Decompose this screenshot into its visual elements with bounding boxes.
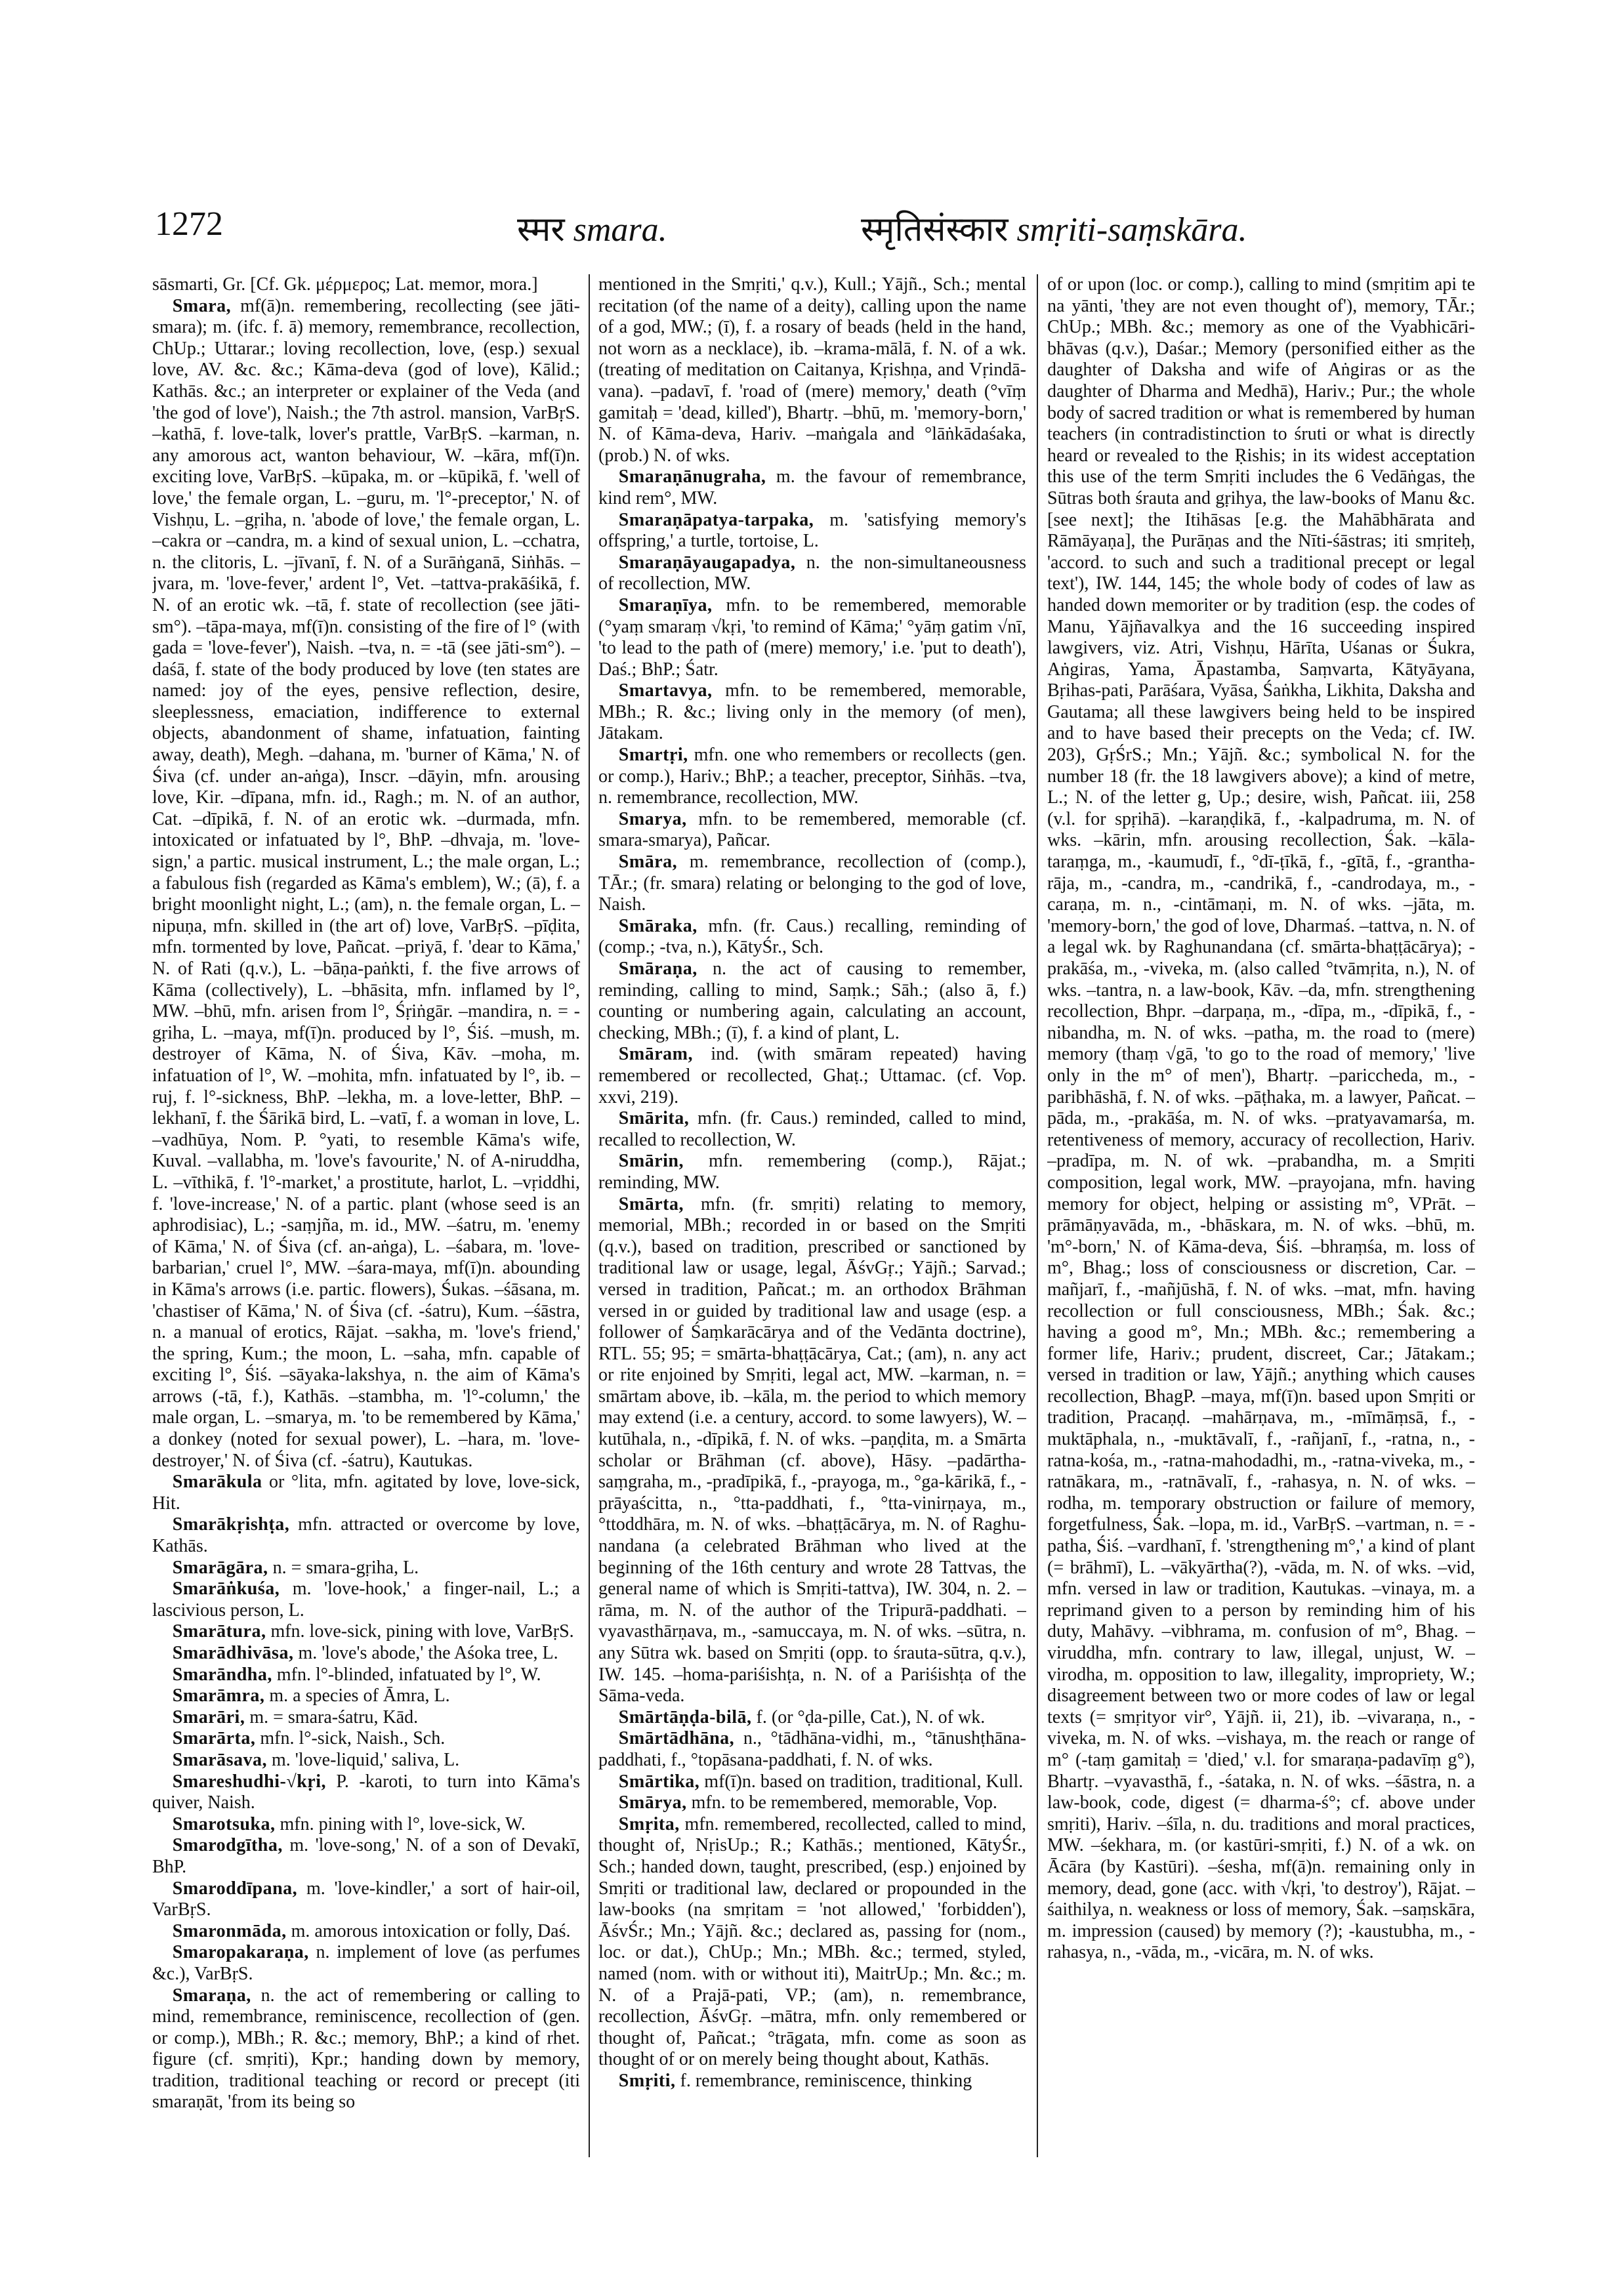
entry-headword: Smartṛi, [618, 745, 688, 766]
column-divider [589, 274, 590, 2157]
entry-definition: m. 'love-kindler,' a sort of hair-oil, VarBṛS. [152, 1878, 580, 1920]
dictionary-entry [152, 296, 580, 1472]
entry-headword: Smarya, [618, 808, 687, 829]
column-1 [152, 274, 580, 2164]
entry-headword: Smārtika, [618, 1771, 700, 1792]
dictionary-entry [598, 1771, 1026, 1793]
left-guide-devanagari: स्मर [517, 211, 565, 249]
dictionary-entry [598, 1151, 1026, 1193]
entry-definition: mfn. (fr. Caus.) reminded, called to mind, recalled to recollection, W. [598, 1108, 1026, 1150]
left-guide-transliteration: smara. [573, 211, 667, 249]
entry-definition: m. = smara-śatru, Kād. [245, 1706, 419, 1727]
entry-definition: m. 'love-hook,' a finger-nail, L.; a lascivious person, L. [152, 1579, 580, 1621]
dictionary-entry [598, 745, 1026, 809]
entry-headword: Smṛiti, [618, 2070, 676, 2091]
dictionary-entry [598, 274, 1026, 466]
entry-headword: Smarāṅkuśa, [172, 1579, 280, 1600]
entry-definition: n. = smara-gṛiha, L. [268, 1557, 419, 1578]
entry-headword: Smārin, [618, 1151, 684, 1172]
entry-definition: m. 'love-song,' N. of a son of Devakī, BhP. [152, 1835, 580, 1877]
entry-definition: n. implement of love (as perfumes &c.), VarBṛS. [152, 1942, 580, 1984]
dictionary-entry [152, 1707, 580, 1729]
entry-definition: P. -karoti, to turn into Kāma's quiver, Naish. [152, 1771, 580, 1813]
entry-definition: or °lita, mfn. agitated by love, love-sick, Hit. [152, 1472, 580, 1514]
dictionary-entry [598, 466, 1026, 509]
dictionary-entry [598, 1728, 1026, 1771]
entry-definition: n. the act of remembering or calling to mind, remembrance, reminiscence, recollection of (gen. or comp.), MBh.; R. &c.; memory, BhP.; a kind of rhet. figure (cf. smṛiti), Kpr.; handing down by memory, tradition, traditional teaching or record or precept (iti smaraṇāt, 'from its being so [152, 1985, 580, 2113]
right-guide-word [861, 205, 1247, 251]
entry-definition: f. (or °ḍa-pille, Cat.), N. of wk. [751, 1706, 986, 1727]
dictionary-entry [598, 959, 1026, 1044]
entry-definition: mfn. to be remembered, memorable (cf. smara-smarya), Pañcar. [598, 808, 1026, 851]
entry-headword: Smarākula [172, 1472, 262, 1493]
dictionary-entry [152, 1558, 580, 1579]
dictionary-entry [598, 1814, 1026, 2071]
entry-headword: Smārtāṇḍa-bilā, [618, 1706, 752, 1727]
right-guide-devanagari: स्मृतिसंस्कार [861, 211, 1009, 249]
entry-definition: mentioned in the Smṛiti,' q.v.), Kull.; Yājñ., Sch.; mental recitation (of the name of a deity), calling upon the name of a god, MW.; (ī), f. a rosary of beads (held in the hand, not worn as a necklace), ib. –krama-mālā, f. N. of a wk. (treating of meditation on Caitanya, Kṛishṇa, and Vṛindā-vana). –padavī, f. 'road of (mere) memory,' death (°vīṃ gamitaḥ = 'dead, killed'), Bhartṛ. –bhū, m. 'memory-born,' N. of Kāma-deva, Hariv. –maṅgala and °lāṅkādaśaka, (prob.) N. of wks. [598, 274, 1026, 466]
dictionary-entry [598, 1194, 1026, 1707]
entry-headword: Smaraṇāpatya-tarpaka, [618, 509, 814, 530]
dictionary-entry [152, 1814, 580, 1836]
entry-definition: mfn. l°-sick, Naish., Sch. [255, 1728, 446, 1749]
entry-headword: Smartavya, [618, 680, 713, 701]
dictionary-entry [152, 1750, 580, 1771]
entry-definition: mfn. to be remembered, memorable, Vop. [686, 1792, 997, 1813]
dictionary-entry [152, 1621, 580, 1643]
entry-headword: Smaropakaraṇa, [172, 1942, 309, 1963]
entry-headword: Smarotsuka, [172, 1813, 276, 1834]
dictionary-entry [152, 274, 580, 296]
entry-definition: m. 'love's abode,' the Aśoka tree, L. [293, 1643, 558, 1663]
entry-definition: n. the act of causing to remember, reminding, calling to mind, Saṃk.; Sāh.; (also ā, f.) counting or numbering again, calculating an account, checking, MBh.; (ī), f. a kind of plant, L. [598, 959, 1026, 1043]
dictionary-entry [598, 916, 1026, 959]
dictionary-entry [152, 1685, 580, 1707]
entry-headword: Smārya, [618, 1792, 687, 1813]
entry-headword: Smarādhivāsa, [172, 1643, 294, 1663]
entry-headword: Smṛita, [618, 1813, 680, 1834]
dictionary-entry [152, 1472, 580, 1514]
entry-headword: Smāra, [618, 852, 678, 873]
entry-definition: mf(ī)n. based on tradition, traditional, Kull. [699, 1771, 1024, 1792]
entry-headword: Smaronmāda, [172, 1920, 287, 1941]
dictionary-entry [598, 1707, 1026, 1729]
entry-definition: n., °tādhāna-vidhi, m., °tānushṭhāna-paddhati, f., °topāsana-paddhati, f. N. of wks. [598, 1728, 1026, 1770]
entry-headword: Smarodgītha, [172, 1835, 283, 1856]
entry-definition: mfn. (fr. smṛiti) relating to memory, memorial, MBh.; recorded in or based on the Smṛiti (q.v.), based on tradition, prescribed or sanctioned by traditional law or usage, legal, ĀśvGṛ.; Yājñ.; Sarvad.; versed in tradition, Pañcat.; m. an orthodox Brāhman versed in or guided by traditional law and usage (esp. a follower of Śaṃkarācārya and of the Vedānta doctrine), RTL. 55; 95; = smārta-bhaṭṭācārya, Cat.; (am), n. any act or rite enjoined by Smṛiti, legal act, MW. –karman, n. = smārtam above, ib. –kāla, m. the period to which memory may extend (i.e. a century, accord. to some lawyers), W. –kutūhala, n., -dīpikā, f. N. of wks. –paṇḍita, m. a Smārta scholar or Brāhman (cf. above), Hāsy. –padārtha-saṃgraha, m., -pradīpikā, f., -prayoga, m., °ga-kārikā, f., -prāyaścitta, n., °tta-paddhati, f., °tta-vinirṇaya, m., °ttoddhāra, m. N. of wks. –bhaṭṭācārya, m. N. of Raghu-nandana (a celebrated Brāhman who lived at the beginning of the 16th century and wrote 28 Tattvas, the general name of which is Smṛiti-tattva), IW. 304, n. 2. –rāma, m. N. of the author of the Tripurā-paddhati. –vyavasthārṇava, m., -samuccaya, m. N. of wks. –sūtra, n. any Sūtra wk. based on Smṛiti (opp. to śrauta-sūtra, q.v.), IW. 145. –homa-pariśishṭa, n. N. of a Pariśishṭa of the Sāma-veda. [598, 1193, 1026, 1706]
entry-definition: mfn. to be remembered, memorable (°yaṃ smaraṃ √kṛi, 'to remind of Kāma;' °yāṃ gatim √nī, 'to lead to the path of (mere) memory,' i.e. 'put to death'), Daś.; BhP.; Śatr. [598, 594, 1026, 680]
entry-definition: mfn. l°-blinded, infatuated by l°, W. [272, 1664, 541, 1685]
entry-definition: m. remembrance, recollection of (comp.), TĀr.; (fr. smara) relating or belonging to the god of love, Naish. [598, 852, 1026, 915]
entry-headword: Smaraṇānugraha, [618, 466, 766, 487]
dictionary-entry [598, 1108, 1026, 1151]
dictionary-entry [152, 1771, 580, 1814]
dictionary-entry [152, 1985, 580, 2114]
entry-definition: ind. (with smāram repeated) having remembered or recollected, Ghaṭ.; Uttamac. (cf. Vop. xxvi, 219). [598, 1044, 1026, 1107]
entry-definition: m. 'satisfying memory's offspring,' a turtle, tortoise, L. [598, 509, 1026, 552]
entry-headword: Smarāgāra, [172, 1557, 268, 1578]
entry-headword: Smārtādhāna, [618, 1728, 735, 1749]
entry-headword: Smarātura, [172, 1621, 266, 1642]
dictionary-entry [598, 1792, 1026, 1814]
dictionary-entry [152, 1942, 580, 1985]
left-guide-word [517, 205, 667, 251]
entry-headword: Smaraṇāyaugapadya, [618, 552, 796, 573]
dictionary-entry [598, 680, 1026, 745]
entry-definition: mf(ā)n. remembering, recollecting (see jāti-smara); m. (ifc. f. ā) memory, remembrance, recollection, ChUp.; Uttarar.; loving recollection, love, (esp.) sexual love, AV. &c. &c.; Kāma-deva (god of love), Kālid.; Kathās. &c.; an interpreter or explainer of the Veda (and 'the god of love'), Naish.; the 7th astrol. mansion, VarBṛS. –kathā, f. love-talk, lover's prattle, VarBṛS. –karman, n. any amorous act, wanton behaviour, W. –kāra, mf(ī)n. exciting love, VarBṛS. –kūpaka, m. or –kūpikā, f. 'well of love,' the female organ, L. –guru, m. 'l°-preceptor,' N. of Vishṇu, L. –gṛiha, n. 'abode of love,' the female organ, L. –cakra or –candra, m. a kind of sexual union, L. –cchatra, n. the clitoris, L. –jīvanī, f. N. of a Surāṅganā, Siṅhās. –jvara, m. 'love-fever,' ardent l°, Vet. –tattva-prakāśikā, f. N. of an erotic wk. –tā, f. state of recollection (see jāti-sm°). –tāpa-maya, mf(ī)n. consisting of the fire of l° (with gada = 'love-fever'), Naish. –tva, n. = -tā (see jāti-sm°). –daśā, f. state of the body produced by love (ten states are named: joy of the eyes, pensive reflection, desire, sleeplessness, emaciation, indifference to external objects, abandonment of shame, infatuation, fainting away, death), Megh. –dahana, m. 'burner of Kāma,' N. of Śiva (cf. under an-aṅga), Inscr. –dāyin, mfn. arousing love, Kir. –dīpana, mfn. id., Ragh.; m. N. of an author, Cat. –dīpikā, f. N. of an erotic wk. –durmada, mfn. intoxicated or infatuated by l°, BhP. –dhvaja, m. 'love-sign,' a partic. musical instrument, L.; the male organ, L.; a fabulous fish (regarded as Kāma's emblem), W.; (ā), f. a bright moonlight night, L.; (am), n. the female organ, L. –nipuṇa, mfn. skilled in (the art of) love, VarBṛS. –pīḍita, mfn. tormented by love, Pañcat. –priyā, f. 'dear to Kāma,' N. of Rati (q.v.), L. –bāṇa-paṅkti, f. the five arrows of Kāma (collectively), L. –bhāsita, mfn. inflamed by l°, MW. –bhū, mfn. arisen from l°, Śṛiṅgār. –mandira, n. = -gṛiha, L. –maya, mf(ī)n. produced by l°, Śiś. –mush, m. destroyer of Kāma, N. of Śiva, Kāv. –moha, m. infatuation of l°, W. –mohita, mfn. infatuated by l°, ib. –ruj, f. l°-sickness, BhP. –lekha, m. a love-letter, BhP. –lekhanī, f. the Śārikā bird, L. –vatī, f. a woman in love, L. –vadhūya, Nom. P. °yati, to resemble Kāma's wife, Kuval. –vallabha, m. 'love's favourite,' N. of A-niruddha, L. –vīthikā, f. 'l°-market,' a prostitute, harlot, L. –vṛiddhi, f. 'love-increase,' N. of a partic. plant (whose seed is an aphrodisiac), L.; -saṃjña, m. id., MW. –śatru, m. 'enemy of Kāma,' N. of Śiva (cf. an-aṅga), L. –śabara, m. 'love-barbarian,' cruel l°, MW. –śara-maya, mf(ī)n. abounding in Kāma's arrows (i.e. partic. flowers), Śukas. –śāsana, m. 'chastiser of Kāma,' N. of Śiva (cf. -śatru), Kum. –śāstra, n. a manual of erotics, Rājat. –sakha, m. 'love's friend,' the spring, Kum.; the moon, L. –saha, mfn. capable of exciting l°, Śiś. –sāyaka-lakshya, n. the aim of Kāma's arrows (-tā, f.), Kathās. –stambha, m. 'l°-column,' the male organ, L. –smarya, m. 'to be remembered by Kāma,' a donkey (noted for sexual power), L. –hara, m. 'love-destroyer,' N. of Śiva (cf. -śatru), Kautukas. [152, 295, 580, 1471]
entry-definition: mfn. attracted or overcome by love, Kathās. [152, 1514, 580, 1557]
dictionary-entry [152, 1728, 580, 1750]
entry-headword: Smarārta, [172, 1728, 256, 1749]
dictionary-entry [598, 852, 1026, 916]
dictionary-entry [152, 1664, 580, 1686]
column-divider [1037, 274, 1038, 2157]
entry-headword: Smarāndha, [172, 1664, 272, 1685]
dictionary-entry [152, 1921, 580, 1943]
entry-headword: Smāraṇa, [618, 959, 697, 979]
dictionary-entry [598, 2071, 1026, 2092]
entry-headword: Smarākṛishṭa, [172, 1514, 290, 1535]
dictionary-entry [598, 1044, 1026, 1108]
dictionary-entry [152, 1643, 580, 1664]
entry-definition: mfn. to be remembered, memorable, MBh.; R. &c.; living only in the memory (of men), Jātakam. [598, 680, 1026, 744]
entry-definition: mfn. remembered, recollected, called to mind, thought of, NṛisUp.; R.; Kathās.; mentioned, KātyŚr., Sch.; handed down, taught, prescribed, (esp.) enjoined by Smṛiti or traditional law, declared or propounded in the law-books (na smṛitam = 'not allowed,' 'forbidden'), ĀśvŚr.; Mn.; Yājñ. &c.; declared as, passing for (nom., loc. or dat.), ChUp.; Mn.; MBh. &c.; termed, styled, named (nom. with or without iti), MaitrUp.; Mn. &c.; m. N. of a Prajā-pati, VP.; (am), n. remembrance, recollection, ĀśvGṛ. –mātra, mfn. only remembered or thought of, Pañcat.; °trāgata, mfn. come as soon as thought of or on merely being thought about, Kathās. [598, 1813, 1026, 2070]
dictionary-entry [598, 510, 1026, 552]
entry-headword: Smarāri, [172, 1706, 245, 1727]
entry-headword: Smāram, [618, 1044, 693, 1065]
entry-definition: mfn. remembering (comp.), Rājat.; reminding, MW. [598, 1151, 1026, 1193]
entry-headword: Smaraṇa, [172, 1985, 251, 2006]
entry-headword: Smārita, [618, 1108, 690, 1129]
entry-headword: Smareshudhi-√kṛi, [172, 1771, 326, 1792]
entry-headword: Smāraka, [618, 915, 697, 936]
entry-definition: m. 'love-liquid,' saliva, L. [267, 1749, 460, 1770]
entry-definition: sāsmarti, Gr. [Cf. Gk. μέρμερος; Lat. memor, mora.] [152, 274, 538, 295]
dictionary-entry [598, 809, 1026, 852]
entry-definition: of or upon (loc. or comp.), calling to mind (smṛitim api te na yānti, 'they are not even thought of'), memory, TĀr.; ChUp.; MBh. &c.; memory as one of the Vyabhicāri-bhāvas (q.v.), Daśar.; Memory (personified either as the daughter of Daksha and wife of Aṅgiras or as the daughter of Dharma and Medhā), Hariv.; Pur.; the whole body of sacred tradition or what is remembered by human teachers (in contradistinction to śruti or what is directly heard or revealed to the Ṛishis; in its widest acceptation this use of the term Smṛiti includes the 6 Vedāṅgas, the Sūtras both śrauta and gṛihya, the law-books of Manu &c. [see next]; the Itihāsas [e.g. the Mahābhārata and Rāmāyaṇa], the Purāṇas and the Nīti-śāstras; iti smṛiteḥ, 'accord. to such and such a traditional precept or legal text'), IW. 144, 145; the whole body of codes of law as handed down memoriter or by tradition (esp. the codes of Manu, Yājñavalkya and the 16 succeeding inspired lawgivers, viz. Atri, Vishṇu, Hārīta, Uśanas or Śukra, Aṅgiras, Yama, Āpastamba, Saṃvarta, Kātyāyana, Bṛihas-pati, Parāśara, Vyāsa, Śaṅkha, Likhita, Daksha and Gautama; all these lawgivers being held to be inspired and to have based their precepts on the Veda; cf. IW. 203), GṛŚrS.; Mn.; Yājñ. &c.; symbolical N. for the number 18 (fr. the 18 lawgivers above); a kind of metre, L.; N. of the letter g, Up.; desire, wish, Pañcat. iii, 258 (v.l. for spṛihā). –karaṇḍikā, f., -kalpadruma, m. N. of wks. –kārin, mfn. arousing recollection, Śak. –kāla-taraṃga, m., -kaumudī, f., °dī-ṭīkā, f., -gītā, f., -grantha-rāja, m., -candra, m., -candrikā, f., -candrodaya, m., -caraṇa, m. n., -cintāmaṇi, m. N. of wks. –jāta, m. 'memory-born,' the god of love, Dharmaś. –tattva, n. N. of a legal wk. by Raghunandana (cf. smārta-bhaṭṭācārya); -prakāśa, m., -viveka, m. (also called °tvāmṛita, n.), N. of wks. –tantra, n. a law-book, Kāv. –da, mfn. strengthening recollection, Bhpr. –darpaṇa, m., -dīpa, m., -dīpikā, f., -nibandha, m. N. of wks. –patha, m. the road to (mere) memory (thaṃ √gā, 'to go to the road of memory,' 'live only in the m° of men'), Bhartṛ. –pariccheda, m., -paribhāshā, f. N. of wks. –pāṭhaka, m. a lawyer, Pañcat. –pāda, m., -prakāśa, m. N. of wks. –pratyavamarśa, m. retentiveness of memory, accuracy of recollection, Hariv. –pradīpa, m. N. of wk. –prabandha, m. a Smṛiti composition, legal work, MW. –prayojana, mfn. having memory for object, helping or assisting m°, VPrāt. –prāmāṇyavāda, m., -bhāskara, m. N. of wks. –bhū, m. 'm°-born,' N. of Kāma-deva, Śiś. –bhraṃśa, m. loss of m°, Bhag.; loss of consciousness or discretion, Car. –mañjarī, f., -mañjūshā, f. N. of wks. –mat, mfn. having recollection or full consciousness, MBh.; Śak. &c.; having a good m°, Mn.; MBh. &c.; remembering a former life, Hariv.; prudent, discreet, Car.; Jātakam.; versed in tradition or law, Yājñ.; anything which causes recollection, BhagP. –maya, mf(ī)n. based upon Smṛiti or tradition, Pracaṇḍ. –mahārṇava, m., -mīmāṃsā, f., -muktāphala, n., -muktāvalī, f., -rañjanī, f., -ratna, n., -ratna-kośa, m., -ratna-mahodadhi, m., -ratna-viveka, m., -ratnākara, m., -ratnāvalī, f., -rahasya, n. N. of wks. –rodha, m. temporary obstruction or failure of memory, forgetfulness, Śak. –lopa, m. id., VarBṛS. –vartman, n. = -patha, Śiś. –vardhanī, f. 'strengthening m°,' a kind of plant (= brāhmī), L. –vākyārtha(?), -vāda, m. N. of wks. –vid, mfn. versed in law or tradition, Kautukas. –vinaya, m. a reprimand given to a person by reminding him of his duty, Mahāvy. –vibhrama, m. confusion of m°, Bhag. –viruddha, mfn. contrary to law, illegal, unjust, W. –virodha, m. opposition to law, illegality, impropriety, W.; disagreement between two or more codes of law or legal texts (= smṛityor vir°, Yājñ. ii, 21), ib. –vivaraṇa, n., -viveka, m. N. of wks. –vishaya, m. the reach or range of m° (-taṃ gamitaḥ = 'died,' v.l. for smaraṇa-padavīṃ g°), Bhartṛ. –vyavasthā, f., -śataka, n. N. of wks. –śāstra, n. a law-book, code, digest (= dharma-ś°; cf. above under smṛiti), Hariv. –śīla, n. du. traditions and moral practices, MW. –śekhara, m. (or kastūri-smṛiti, f.) N. of a wk. on Ācāra (by Kastūri). –śesha, mf(ā)n. remaining only in memory, dead, gone (acc. with √kṛi, 'to destroy'), Rājat. –śaithilya, n. weakness or loss of memory, Śak. –saṃskāra, m. impression (caused) by memory (?); -kaustubha, m., -rahasya, n., -vāda, m., -vicāra, m. N. of wks. [1047, 274, 1475, 1963]
column-2 [598, 274, 1026, 2164]
entry-headword: Smaroddīpana, [172, 1878, 298, 1899]
entry-definition: n. the non-simultaneousness of recollection, MW. [598, 552, 1026, 594]
entry-definition: m. amorous intoxication or folly, Daś. [286, 1920, 571, 1941]
dictionary-entry [598, 552, 1026, 595]
dictionary-entry [152, 1579, 580, 1621]
entry-definition: m. a species of Āmra, L. [264, 1685, 450, 1706]
entry-definition: f. remembrance, reminiscence, thinking [675, 2070, 972, 2091]
page-number: 1272 [155, 205, 223, 243]
column-3 [1047, 274, 1475, 2164]
entry-definition: mfn. (fr. Caus.) recalling, reminding of (comp.; -tva, n.), KātyŚr., Sch. [598, 915, 1026, 958]
dictionary-entry [598, 595, 1026, 680]
entry-definition: mfn. love-sick, pining with love, VarBṛS. [266, 1621, 574, 1642]
dictionary-entry [1047, 274, 1475, 1964]
entry-headword: Smara, [172, 295, 232, 316]
dictionary-entry [152, 1835, 580, 1878]
right-guide-transliteration: smṛiti-saṃskāra. [1016, 211, 1247, 249]
dictionary-entry [152, 1514, 580, 1557]
entry-definition: mfn. one who remembers or recollects (gen. or comp.), Hariv.; BhP.; a teacher, preceptor, Siṅhās. –tva, n. remembrance, recollection, MW. [598, 745, 1026, 808]
entry-headword: Smarāmra, [172, 1685, 265, 1706]
entry-headword: Smārta, [618, 1193, 684, 1214]
entry-headword: Smarāsava, [172, 1749, 268, 1770]
entry-definition: m. the favour of remembrance, kind rem°, MW. [598, 466, 1026, 508]
entry-definition: mfn. pining with l°, love-sick, W. [275, 1813, 526, 1834]
entry-headword: Smaraṇīya, [618, 594, 713, 615]
dictionary-entry [152, 1878, 580, 1921]
